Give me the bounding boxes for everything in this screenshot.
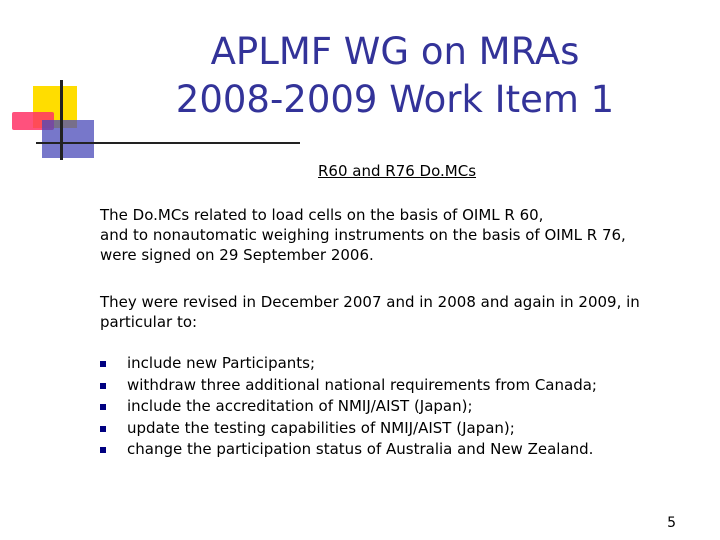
bullet-text: include new Participants; bbox=[127, 354, 316, 372]
bullet-item bbox=[100, 396, 597, 418]
bullet-text: include the accreditation of NMIJ/AIST (Japan); bbox=[127, 397, 473, 415]
square-bullet-icon bbox=[100, 447, 106, 453]
paragraph-signing bbox=[100, 205, 690, 265]
bullet-text: withdraw three additional national requirements from Canada; bbox=[127, 375, 597, 394]
paragraph-line: and to nonautomatic weighing instruments on the basis of OIML R 76, bbox=[100, 226, 626, 244]
slide-subtitle: R60 and R76 Do.MCs bbox=[318, 162, 477, 180]
square-bullet-icon bbox=[100, 361, 106, 367]
slide-title-line-1: APLMF WG on MRAs bbox=[210, 30, 580, 73]
paragraph-line: were signed on 29 September 2006. bbox=[100, 246, 374, 264]
decorative-vertical-line bbox=[60, 80, 63, 160]
bullet-text: update the testing capabilities of NMIJ/AIST (Japan); bbox=[127, 418, 515, 437]
bullet-item bbox=[100, 353, 597, 375]
decorative-horizontal-line bbox=[36, 142, 300, 144]
slide-title-line-2: 2008-2009 Work Item 1 bbox=[175, 78, 615, 121]
square-bullet-icon bbox=[100, 426, 106, 432]
square-bullet-icon bbox=[100, 404, 106, 410]
decorative-blue-square bbox=[42, 120, 94, 158]
paragraph-line: particular to: bbox=[100, 313, 198, 331]
paragraph-line: They were revised in December 2007 and in 2008 and again in 2009, in bbox=[100, 293, 640, 311]
bullet-item bbox=[100, 375, 597, 397]
bullet-item bbox=[100, 418, 597, 440]
bullet-text: change the participation status of Australia and New Zealand. bbox=[127, 440, 594, 458]
square-bullet-icon bbox=[100, 383, 106, 389]
bullet-item bbox=[100, 439, 597, 461]
revision-bullet-list bbox=[100, 353, 597, 461]
slide-title bbox=[150, 28, 640, 124]
paragraph-line: The Do.MCs related to load cells on the basis of OIML R 60, bbox=[100, 206, 544, 224]
page-number: 5 bbox=[667, 515, 676, 531]
paragraph-revisions bbox=[100, 292, 690, 332]
